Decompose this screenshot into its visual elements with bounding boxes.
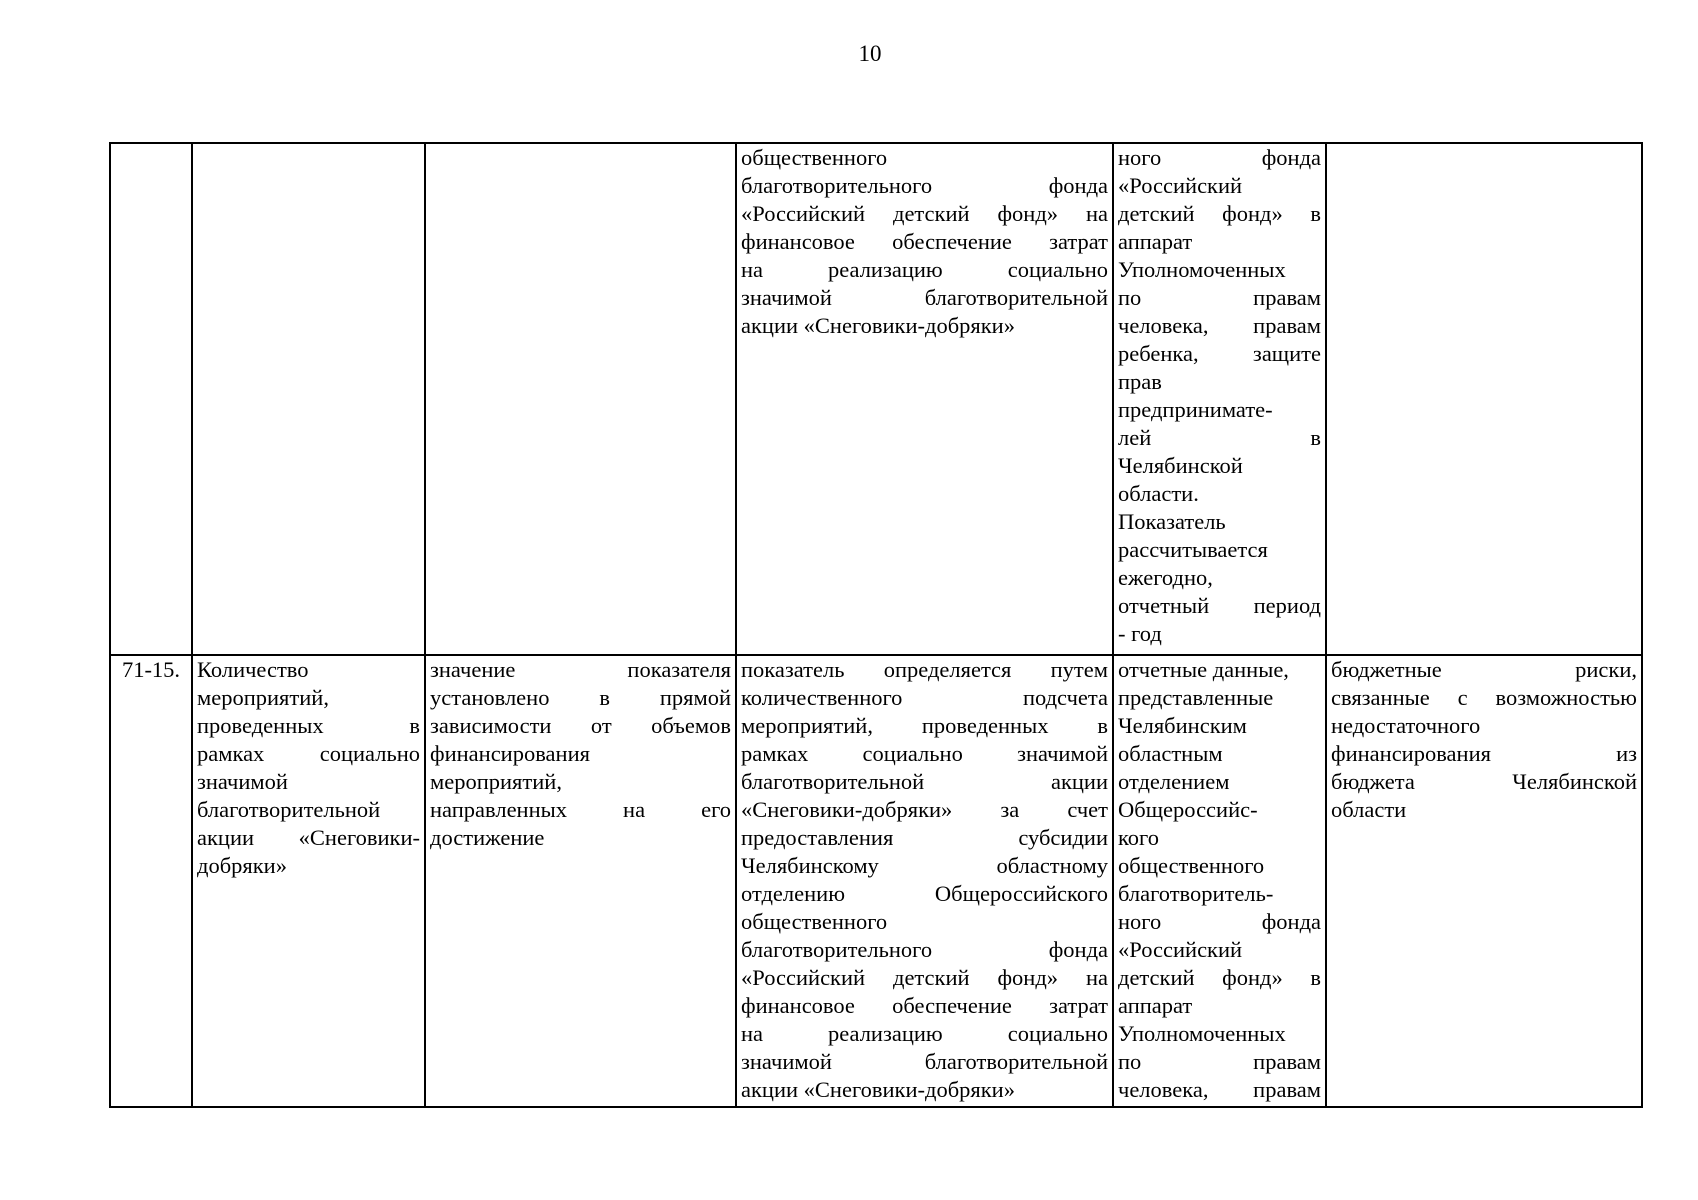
text-line: по правам — [1118, 1049, 1321, 1074]
text-line: по правам — [1118, 285, 1321, 310]
cell-indicator-name — [192, 655, 425, 1107]
method-text — [741, 144, 1108, 340]
text-line: благотворительной акции — [741, 769, 1108, 794]
text-line: прав — [1118, 369, 1162, 394]
cell-row-number — [110, 143, 192, 655]
text-line: акции «Снеговики- — [197, 825, 420, 850]
table-row-71-15 — [110, 655, 1642, 1107]
text-line: Челябинским — [1118, 713, 1247, 738]
text-line: «Снеговики-добряки» за счет — [741, 797, 1108, 822]
text-line: ного фонда — [1118, 145, 1321, 170]
text-line: «Российский — [1118, 173, 1243, 198]
text-line: отчетный период — [1118, 593, 1321, 618]
text-line: - год — [1118, 621, 1162, 646]
text-line: недостаточного — [1331, 713, 1481, 738]
text-line: кого — [1118, 825, 1159, 850]
text-line: Уполномоченных — [1118, 257, 1286, 282]
source-text — [1118, 656, 1321, 1104]
text-line: аппарат — [1118, 229, 1193, 254]
text-line: отделению Общероссийского — [741, 881, 1108, 906]
text-line: благотворительной — [197, 797, 381, 822]
text-line: акции «Снеговики-добряки» — [741, 1077, 1015, 1102]
text-line: человека, правам — [1118, 1077, 1321, 1102]
text-line: мероприятий, проведенных в — [741, 713, 1108, 738]
text-line: Показатель — [1118, 509, 1226, 534]
table-row-continued — [110, 143, 1642, 655]
text-line: проведенных в — [197, 713, 420, 738]
text-line: финансовое обеспечение затрат — [741, 993, 1108, 1018]
text-line: мероприятий, — [197, 685, 329, 710]
indicators-table — [109, 142, 1643, 1108]
text-line: рамках социально значимой — [741, 741, 1108, 766]
text-line: человека, правам — [1118, 313, 1321, 338]
text-line: на реализацию социально — [741, 257, 1108, 282]
text-line: бюджетные риски, — [1331, 657, 1637, 682]
text-line: Уполномоченных — [1118, 1021, 1286, 1046]
text-line: количественного подсчета — [741, 685, 1108, 710]
text-line: зависимости от объемов — [430, 713, 731, 738]
text-line: рассчитывается — [1118, 537, 1268, 562]
cell-risks — [1326, 655, 1642, 1107]
text-line: Общероссийс- — [1118, 797, 1258, 822]
source-text — [1118, 144, 1321, 648]
text-line: благотворительного фонда — [741, 173, 1108, 198]
text-line: детский фонд» в — [1118, 201, 1321, 226]
text-line: предоставления субсидии — [741, 825, 1108, 850]
text-line: финансирования из — [1331, 741, 1637, 766]
text-line: «Российский — [1118, 937, 1243, 962]
cell-method — [736, 143, 1113, 655]
text-line: «Российский детский фонд» на — [741, 965, 1108, 990]
risks-text — [1331, 656, 1637, 824]
cell-risks — [1326, 143, 1642, 655]
text-line: на реализацию социально — [741, 1021, 1108, 1046]
text-line: предпринимате- — [1118, 397, 1273, 422]
text-line: значимой — [197, 769, 288, 794]
indicator-name-text — [197, 656, 420, 880]
cell-indicator-name — [192, 143, 425, 655]
basis-text — [430, 656, 731, 852]
text-line: отделением — [1118, 769, 1230, 794]
text-line: финансовое обеспечение затрат — [741, 229, 1108, 254]
text-line: лей в — [1118, 425, 1321, 450]
text-line: рамках социально — [197, 741, 420, 766]
text-line: бюджета Челябинской — [1331, 769, 1637, 794]
text-line: установлено в прямой — [430, 685, 731, 710]
text-line: общественного — [741, 909, 888, 934]
text-line: области — [1331, 797, 1407, 822]
cell-basis — [425, 655, 736, 1107]
text-line: финансирования — [430, 741, 590, 766]
text-line: аппарат — [1118, 993, 1193, 1018]
text-line: ного фонда — [1118, 909, 1321, 934]
text-line: области. — [1118, 481, 1199, 506]
text-line: мероприятий, — [430, 769, 562, 794]
text-line: акции «Снеговики-добряки» — [741, 313, 1015, 338]
text-line: значение показателя — [430, 657, 731, 682]
text-line: ежегодно, — [1118, 565, 1213, 590]
page-number: 10 — [858, 41, 882, 66]
cell-basis — [425, 143, 736, 655]
cell-data-source — [1113, 143, 1326, 655]
text-line: ребенка, защите — [1118, 341, 1321, 366]
text-line: благотворитель- — [1118, 881, 1274, 906]
cell-row-number: 71-15. — [110, 655, 192, 1107]
method-text — [741, 656, 1108, 1104]
text-line: показатель определяется путем — [741, 657, 1108, 682]
cell-data-source — [1113, 655, 1326, 1107]
text-line: добряки» — [197, 853, 287, 878]
text-line: Количество — [197, 657, 309, 682]
text-line: «Российский детский фонд» на — [741, 201, 1108, 226]
text-line: общественного — [1118, 853, 1265, 878]
text-line: Челябинской — [1118, 453, 1243, 478]
text-line: направленных на его — [430, 797, 731, 822]
cell-method — [736, 655, 1113, 1107]
text-line: детский фонд» в — [1118, 965, 1321, 990]
text-line: областным — [1118, 741, 1223, 766]
text-line: благотворительного фонда — [741, 937, 1108, 962]
text-line: отчетные данные, — [1118, 657, 1289, 682]
text-line: связанные с возможностью — [1331, 685, 1637, 710]
text-line: общественного — [741, 145, 888, 170]
text-line: значимой благотворительной — [741, 285, 1108, 310]
text-line: представленные — [1118, 685, 1274, 710]
text-line: Челябинскому областному — [741, 853, 1108, 878]
text-line: достижение — [430, 825, 545, 850]
text-line: значимой благотворительной — [741, 1049, 1108, 1074]
